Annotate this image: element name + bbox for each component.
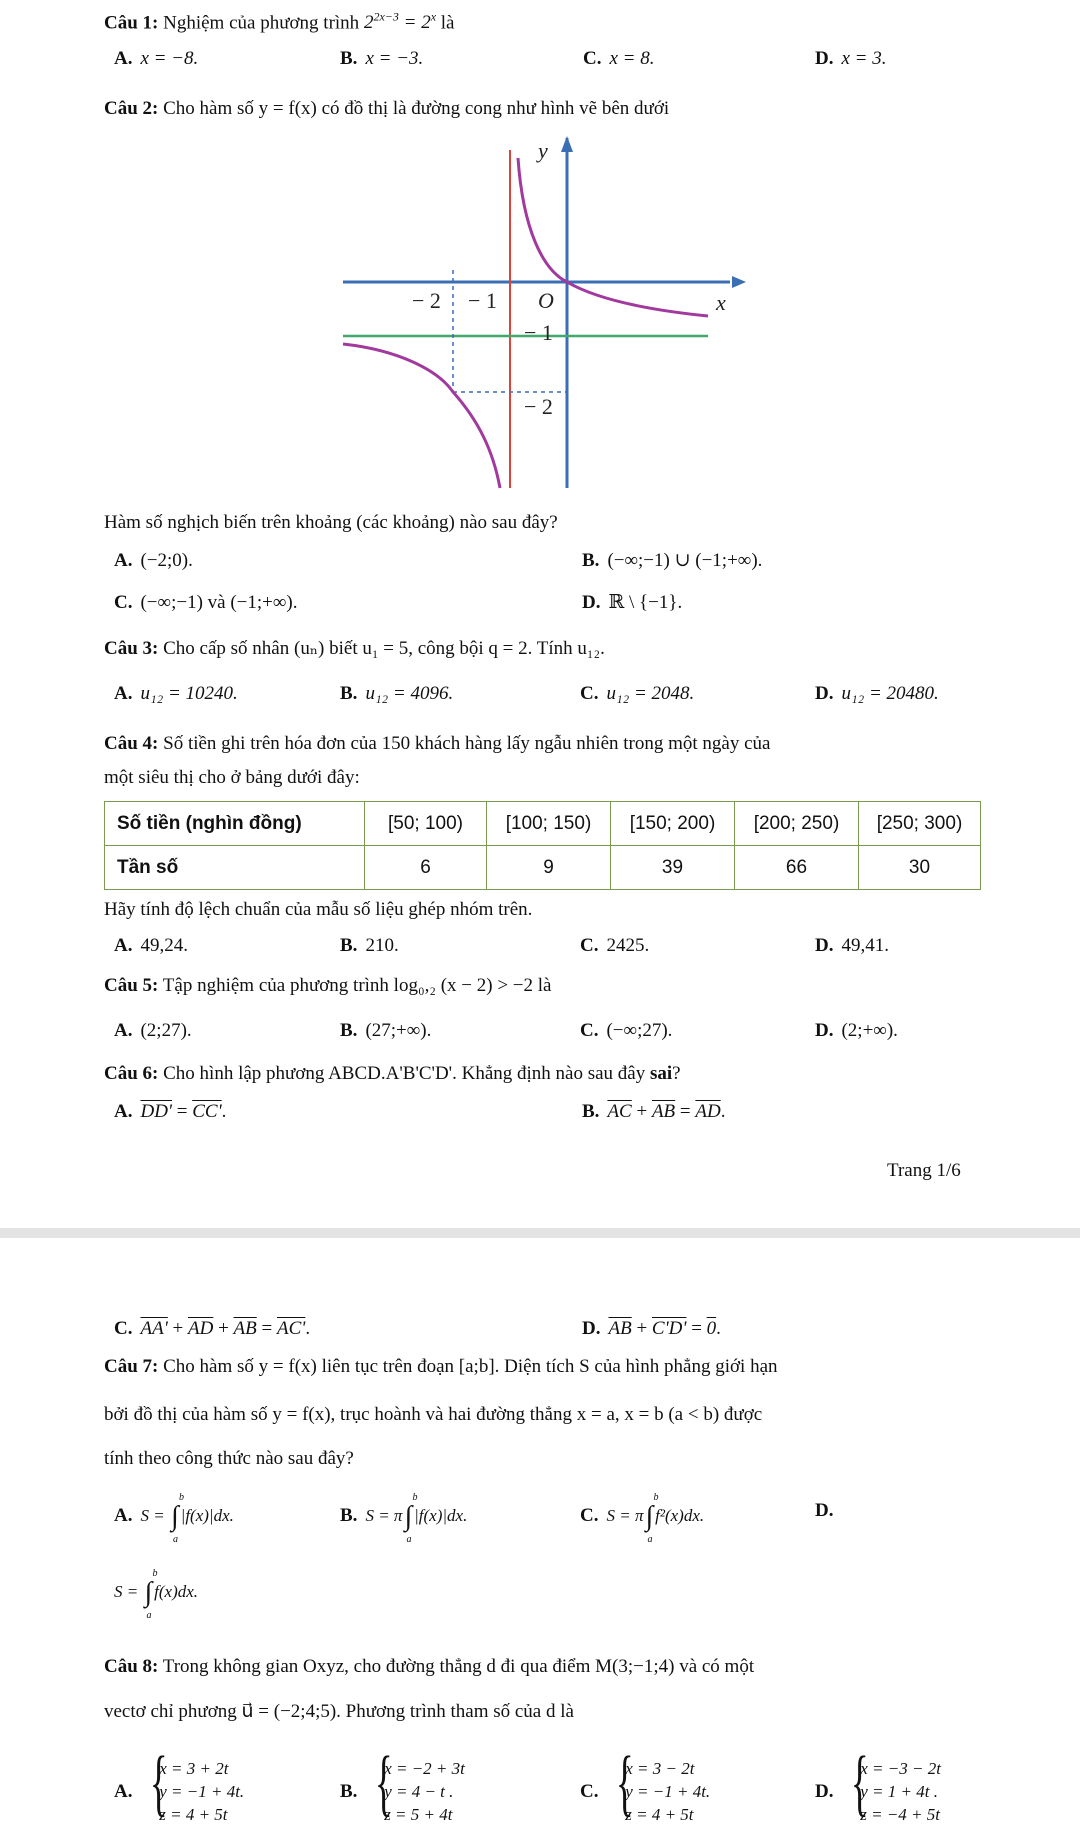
option-a[interactable]: A. DD' = CC'.: [114, 1101, 227, 1122]
option-b[interactable]: B. 210.: [340, 935, 399, 956]
option-a[interactable]: A. x = −8.: [114, 48, 199, 69]
question-6: Câu 6: Cho hình lập phương ABCD.A'B'C'D'. Khẳng định nào sau đây sai?: [104, 1063, 681, 1084]
option-c[interactable]: C. $AA' + \overline{AD} + \overline{AB} = AC'$.: [114, 1318, 311, 1339]
table-cell: 9: [487, 846, 611, 890]
option-c[interactable]: C. (−∞;−1) và (−1;+∞).: [114, 592, 298, 613]
table-row-header: [105, 802, 981, 846]
option-d-label[interactable]: D.: [815, 1500, 834, 1521]
option-b[interactable]: B. { x = −2 + 3t y = 4 − t . z = 5 + 4t: [340, 1758, 465, 1827]
function-graph: [338, 130, 750, 490]
page-footer: Trang 1/6: [887, 1160, 961, 1181]
table-cell: [50; 100): [365, 802, 487, 846]
option-a[interactable]: A. { x = 3 + 2t y = −1 + 4t. z = 4 + 5t: [114, 1758, 244, 1827]
origin-label: O: [538, 288, 554, 313]
table-header-frequency: Tần số: [105, 846, 365, 890]
option-b[interactable]: B. (27;+∞).: [340, 1020, 432, 1041]
question-7-line2: bởi đồ thị của hàm số y = f(x), trục hoành và hai đường thẳng x = a, x = b (a < b) được: [104, 1404, 763, 1425]
table-row-frequency: [105, 846, 981, 890]
frequency-table: [104, 801, 981, 890]
question-4: Câu 4: Số tiền ghi trên hóa đơn của 150 khách hàng lấy ngẫu nhiên trong một ngày của: [104, 733, 771, 754]
equation-system: { x = −3 − 2t y = 1 + 4t . z = −4 + 5t: [846, 1758, 941, 1827]
page-2: [0, 1238, 1080, 1839]
integral-sign: ∫ b a: [404, 1492, 418, 1545]
question-7-line3: tính theo công thức nào sau đây?: [104, 1448, 354, 1469]
option-d[interactable]: D. 49,41.: [815, 935, 889, 956]
table-cell: 30: [859, 846, 981, 890]
option-c[interactable]: C. S = π∫ b a f²(x)dx.: [580, 1492, 705, 1545]
option-c[interactable]: C. x = 8.: [583, 48, 655, 69]
option-c[interactable]: C. u₁₂ = 2048.: [580, 683, 695, 704]
question-1: Câu 1: Nghiệm của phương trình $2^{2x-3} = 2^x$ là: [104, 10, 455, 34]
equation-system: { x = 3 + 2t y = −1 + 4t. z = 4 + 5t: [145, 1758, 244, 1827]
q4-prompt: Hãy tính độ lệch chuẩn của mẫu số liệu ghép nhóm trên.: [104, 899, 533, 920]
tick-x-minus1: − 1: [468, 288, 497, 313]
option-b[interactable]: B. x = −3.: [340, 48, 424, 69]
table-cell: [250; 300): [859, 802, 981, 846]
table-cell: [200; 250): [735, 802, 859, 846]
option-a[interactable]: A. 49,24.: [114, 935, 188, 956]
table-cell: [100; 150): [487, 802, 611, 846]
table-cell: 39: [611, 846, 735, 890]
option-d[interactable]: D. $\overline{AB} + C'D' = 0$.: [582, 1318, 721, 1339]
option-a[interactable]: A. (−2;0).: [114, 550, 193, 571]
equation-system: { x = −2 + 3t y = 4 − t . z = 5 + 4t: [370, 1758, 465, 1827]
equation-system: { x = 3 − 2t y = −1 + 4t. z = 4 + 5t: [611, 1758, 710, 1827]
option-d[interactable]: D. ℝ \ {−1}.: [582, 592, 683, 613]
tick-x-minus2: − 2: [412, 288, 441, 313]
y-axis-arrow: [561, 136, 573, 152]
option-d[interactable]: S = ∫ b a f(x)dx.: [114, 1568, 199, 1621]
option-a[interactable]: A. (2;27).: [114, 1020, 192, 1041]
y-label: y: [538, 138, 548, 163]
option-c[interactable]: C. { x = 3 − 2t y = −1 + 4t. z = 4 + 5t: [580, 1758, 710, 1827]
integral-sign: ∫ b a: [645, 1492, 659, 1545]
option-d[interactable]: D. { x = −3 − 2t y = 1 + 4t . z = −4 + 5t: [815, 1758, 941, 1827]
option-a[interactable]: A. S = ∫ b a |f(x)|dx.: [114, 1492, 234, 1545]
option-c[interactable]: C. (−∞;27).: [580, 1020, 673, 1041]
question-5: Câu 5: Tập nghiệm của phương trình log₀,₂ (x − 2) > −2 là: [104, 975, 552, 996]
table-cell: 6: [365, 846, 487, 890]
page-separator: [0, 1228, 1080, 1238]
option-d[interactable]: D. (2;+∞).: [815, 1020, 898, 1041]
x-label: x: [716, 290, 726, 315]
x-axis-arrow: [732, 276, 746, 288]
option-d[interactable]: D. u₁₂ = 20480.: [815, 683, 939, 704]
question-8: Câu 8: Trong không gian Oxyz, cho đường thẳng d đi qua điểm M(3;−1;4) và có một: [104, 1656, 755, 1677]
option-b[interactable]: B. $\overline{AC} + \overline{AB} = \overline{AD}$.: [582, 1101, 726, 1122]
curve-left-branch: [343, 344, 500, 488]
question-4-cont: một siêu thị cho ở bảng dưới đây:: [104, 767, 360, 788]
option-c[interactable]: C. 2425.: [580, 935, 650, 956]
question-8-line2: vectơ chỉ phương u⃗ = (−2;4;5). Phương trình tham số của d là: [104, 1701, 574, 1722]
table-cell: [150; 200): [611, 802, 735, 846]
question-2: Câu 2: Cho hàm số y = f(x) có đồ thị là đường cong như hình vẽ bên dưới: [104, 98, 670, 119]
question-text: Nghiệm của phương trình: [163, 12, 360, 34]
q2-prompt: Hàm số nghịch biến trên khoảng (các khoảng) nào sau đây?: [104, 512, 558, 533]
integral-sign: ∫ b a: [170, 1492, 184, 1545]
option-b[interactable]: B. S = π∫ b a |f(x)|dx.: [340, 1492, 468, 1545]
question-label: Câu 1:: [104, 12, 159, 34]
option-a[interactable]: A. u₁₂ = 10240.: [114, 683, 238, 704]
option-b[interactable]: B. (−∞;−1) ∪ (−1;+∞).: [582, 550, 763, 571]
equation: $2^{2x-3} = 2^x$: [363, 10, 437, 34]
integral-sign: ∫ b a: [144, 1568, 158, 1621]
option-d[interactable]: D. x = 3.: [815, 48, 887, 69]
question-7: Câu 7: Cho hàm số y = f(x) liên tục trên đoạn [a;b]. Diện tích S của hình phẳng giới hạn: [104, 1356, 778, 1377]
tick-y-minus1: − 1: [524, 320, 553, 345]
question-3: Câu 3: Cho cấp số nhân (uₙ) biết u₁ = 5, công bội q = 2. Tính u₁₂.: [104, 638, 605, 659]
table-header-amount: Số tiền (nghìn đồng): [105, 802, 365, 846]
option-b[interactable]: B. u₁₂ = 4096.: [340, 683, 454, 704]
table-cell: 66: [735, 846, 859, 890]
tick-y-minus2: − 2: [524, 394, 553, 419]
